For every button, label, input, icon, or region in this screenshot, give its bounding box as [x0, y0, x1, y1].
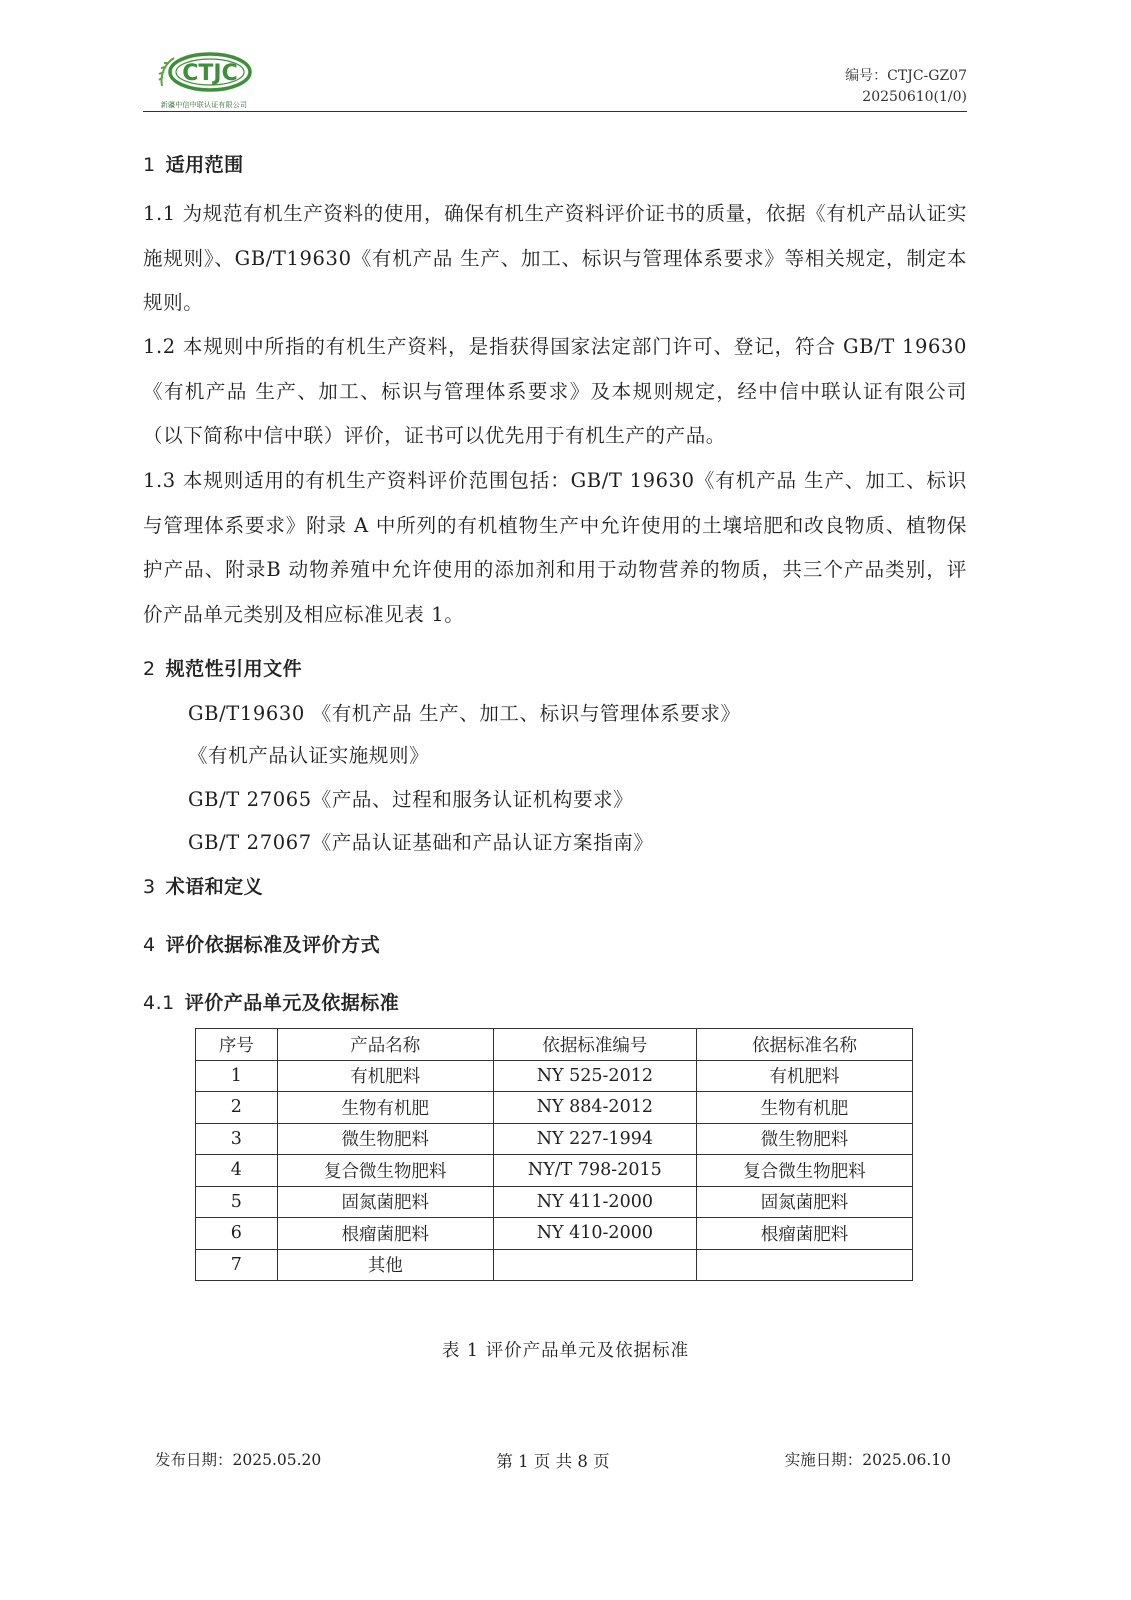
paragraph-1-1: 1.1 为规范有机生产资料的使用，确保有机生产资料评价证书的质量，依据《有机产品认证实施规则》、GB/T19630《有机产品 生产、加工、标识与管理体系要求》等相关规定，制定本规则。: [143, 202, 967, 315]
table-cell: 3: [196, 1123, 278, 1155]
table-cell: NY 410-2000: [493, 1218, 696, 1250]
table-cell: 根瘤菌肥料: [277, 1218, 493, 1250]
section-title: 评价产品单元及依据标准: [184, 992, 400, 1014]
document-number: 编号：CTJC-GZ07: [845, 68, 967, 84]
standards-table: [195, 1028, 913, 1281]
page-number: 第 1 页 共 8 页: [496, 1452, 610, 1471]
table-row: [196, 1155, 913, 1187]
table-cell: 4: [196, 1155, 278, 1187]
table-cell: NY/T 798-2015: [493, 1155, 696, 1187]
reference-item: GB/T 27065《产品、过程和服务认证机构要求》: [188, 788, 634, 811]
document-number-block: [845, 66, 967, 108]
table-header-cell: 依据标准编号: [493, 1029, 696, 1061]
table-cell: 其他: [277, 1249, 493, 1281]
table-row: [196, 1249, 913, 1281]
table-cell: 复合微生物肥料: [696, 1155, 912, 1187]
section-title: 规范性引用文件: [165, 658, 303, 680]
table-cell: 生物有机肥: [277, 1092, 493, 1124]
table-cell: NY 227-1994: [493, 1123, 696, 1155]
table-cell: 根瘤菌肥料: [696, 1218, 912, 1250]
section-title: 适用范围: [165, 154, 244, 176]
table-cell: 6: [196, 1218, 278, 1250]
document-version: 20250610(1/0): [862, 89, 967, 105]
table-header-cell: 依据标准名称: [696, 1029, 912, 1061]
table-cell: 7: [196, 1249, 278, 1281]
table-header-cell: 产品名称: [277, 1029, 493, 1061]
section-number: 2: [143, 658, 156, 680]
table-row: [196, 1186, 913, 1218]
header-divider: [143, 111, 967, 112]
section-4-heading: [143, 930, 380, 957]
section-title: 评价依据标准及评价方式: [165, 934, 381, 956]
logo-text: CTJC: [182, 61, 238, 86]
section-number: 4: [143, 934, 156, 956]
table-cell: 复合微生物肥料: [277, 1155, 493, 1187]
reference-item: GB/T 27067《产品认证基础和产品认证方案指南》: [188, 831, 654, 854]
table-cell: 固氮菌肥料: [277, 1186, 493, 1218]
table-row: [196, 1218, 913, 1250]
section-4-1-heading: [143, 988, 399, 1015]
table-cell: 有机肥料: [277, 1060, 493, 1092]
section-number: 1: [143, 154, 156, 176]
table-header-row: [196, 1029, 913, 1061]
table-cell: [493, 1249, 696, 1281]
section-3-heading: [143, 872, 263, 899]
table-row: [196, 1092, 913, 1124]
table-caption: 表 1 评价产品单元及依据标准: [441, 1341, 690, 1361]
table-cell: 5: [196, 1186, 278, 1218]
table-cell: 生物有机肥: [696, 1092, 912, 1124]
table-row: [196, 1060, 913, 1092]
section-title: 术语和定义: [165, 876, 264, 898]
section-number: 4.1: [143, 992, 175, 1014]
table-cell: 1: [196, 1060, 278, 1092]
paragraph-1-3: 1.3 本规则适用的有机生产资料评价范围包括：GB/T 19630《有机产品 生产、加工、标识与管理体系要求》附录 A 中所列的有机植物生产中允许使用的土壤培肥和改良物质、植物保护产品、附录B 动物养殖中允许使用的添加剂和用于动物营养的物质，共三个产品类别，评价产品单元类别及相应标准见表 1。: [143, 469, 967, 626]
table-cell: NY 884-2012: [493, 1092, 696, 1124]
section-number: 3: [143, 876, 156, 898]
table-header-cell: 序号: [196, 1029, 278, 1061]
effective-date: 实施日期：2025.06.10: [784, 1451, 951, 1469]
table-cell: NY 411-2000: [493, 1186, 696, 1218]
publish-date: 发布日期：2025.05.20: [155, 1451, 322, 1469]
reference-item: 《有机产品认证实施规则》: [188, 744, 430, 767]
company-logo: [154, 50, 254, 112]
table-cell: [696, 1249, 912, 1281]
table-cell: NY 525-2012: [493, 1060, 696, 1092]
logo-emblem-icon: [154, 50, 254, 98]
table-cell: 微生物肥料: [277, 1123, 493, 1155]
paragraph-1-2: 1.2 本规则中所指的有机生产资料，是指获得国家法定部门许可、登记，符合 GB/T 19630《有机产品 生产、加工、标识与管理体系要求》及本规则规定，经中信中联认证有限公司（以下简称中信中联）评价，证书可以优先用于有机生产的产品。: [143, 335, 967, 448]
table-cell: 2: [196, 1092, 278, 1124]
section-2-heading: [143, 654, 302, 681]
section-1-heading: [143, 150, 244, 177]
logo-subtitle: 新疆中信中联认证有限公司: [160, 101, 248, 109]
table-cell: 有机肥料: [696, 1060, 912, 1092]
table-cell: 固氮菌肥料: [696, 1186, 912, 1218]
reference-item: GB/T19630 《有机产品 生产、加工、标识与管理体系要求》: [188, 702, 741, 725]
table-row: [196, 1123, 913, 1155]
table-cell: 微生物肥料: [696, 1123, 912, 1155]
